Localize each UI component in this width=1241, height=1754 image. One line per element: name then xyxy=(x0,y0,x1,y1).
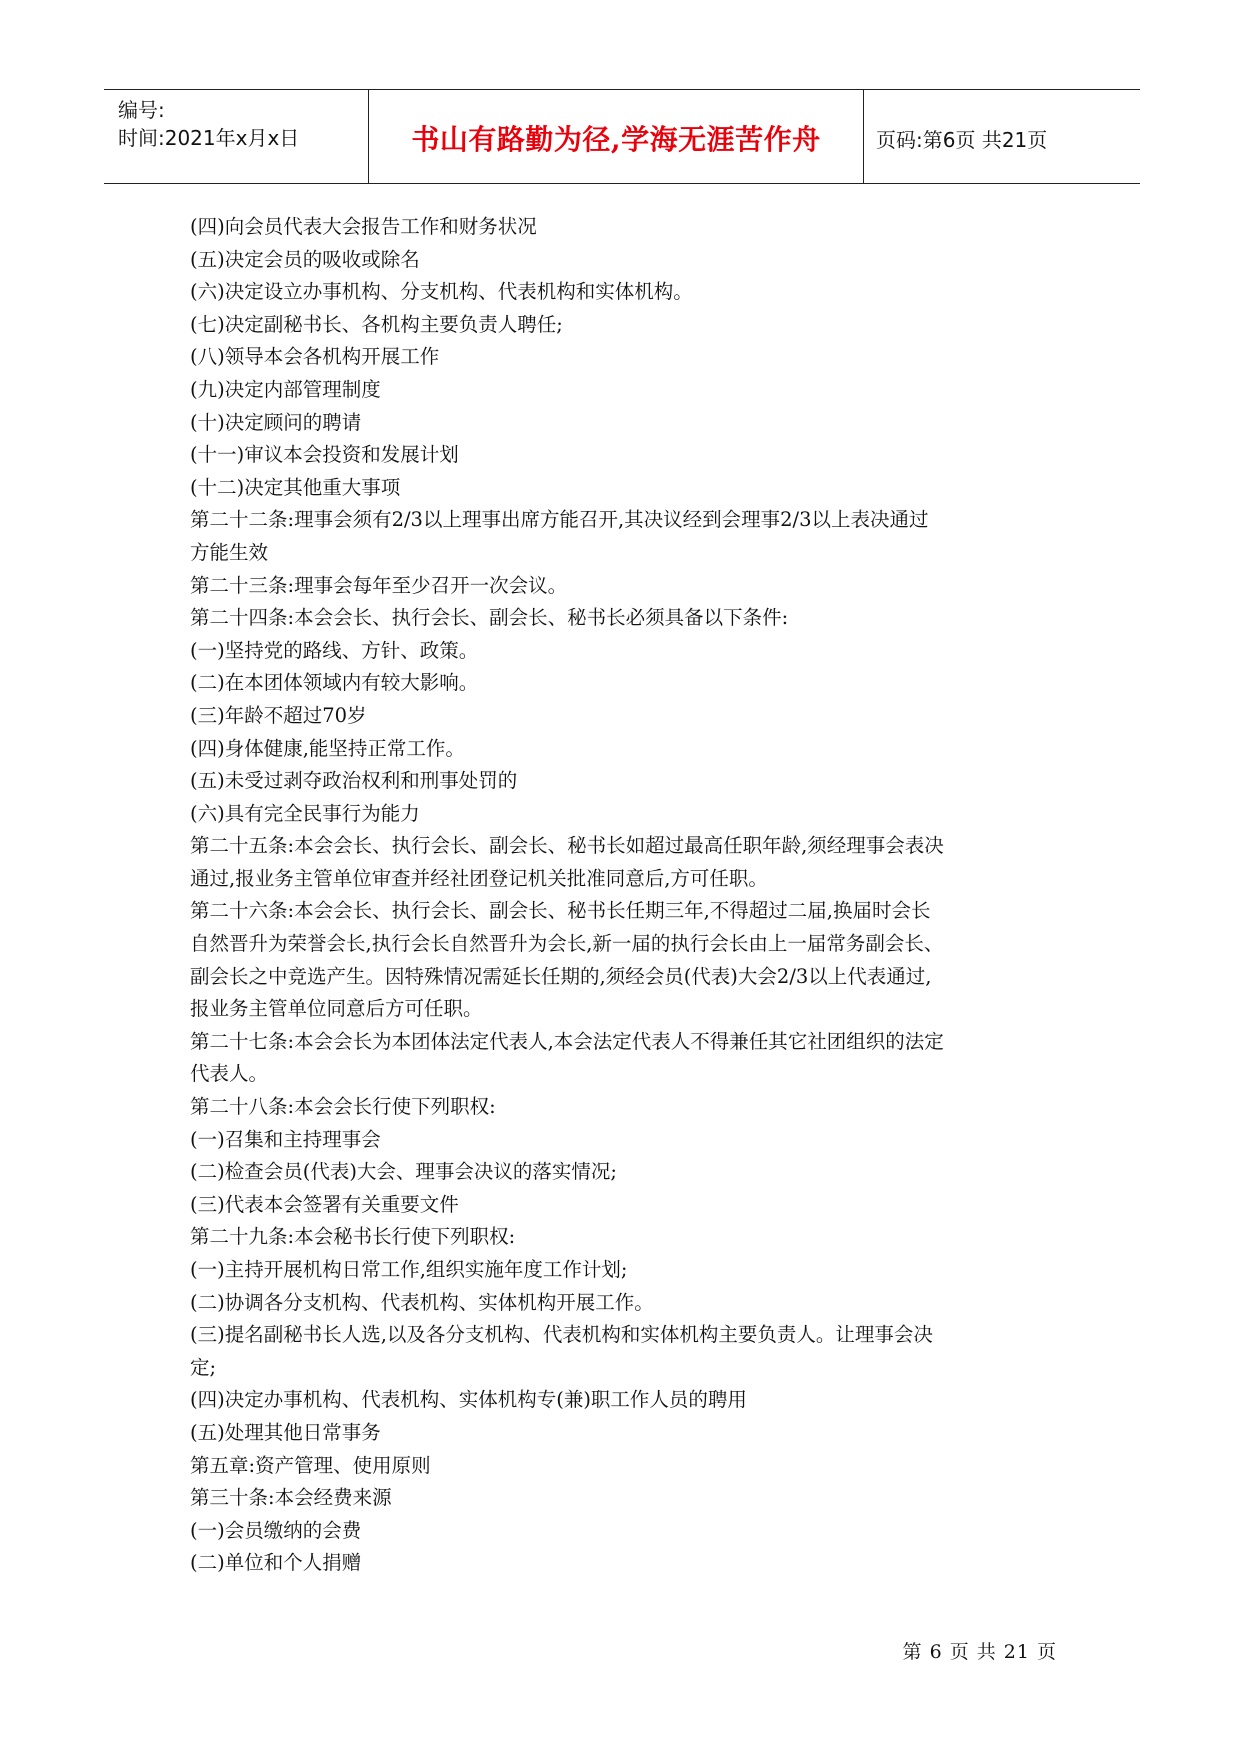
text-line: (一)主持开展机构日常工作,组织实施年度工作计划; xyxy=(190,1258,628,1281)
page-header xyxy=(104,89,1140,184)
text-line: 通过,报业务主管单位审查并经社团登记机关批准同意后,方可任职。 xyxy=(190,866,768,890)
header-right-cell xyxy=(862,90,1140,183)
text-line: (三)提名副秘书长人选,以及各分支机构、代表机构和实体机构主要负责人。让理事会决 xyxy=(190,1323,933,1347)
text-line: 方能生效 xyxy=(190,540,269,564)
header-middle-cell xyxy=(368,90,864,183)
text-line: (六)决定设立办事机构、分支机构、代表机构和实体机构。 xyxy=(190,280,693,304)
text-line: (十二)决定其他重大事项 xyxy=(190,475,401,499)
text-line: 报业务主管单位同意后方可任职。 xyxy=(190,997,483,1021)
text-line: (五)未受过剥夺政治权利和刑事处罚的 xyxy=(190,769,518,793)
text-line: (二)协调各分支机构、代表机构、实体机构开展工作。 xyxy=(190,1290,654,1314)
header-motto: 书山有路勤为径,学海无涯苦作舟 xyxy=(411,123,821,156)
text-line: 第二十九条:本会秘书长行使下列职权: xyxy=(190,1225,516,1249)
text-line: 自然晋升为荣誉会长,执行会长自然晋升为会长,新一届的执行会长由上一届常务副会长、 xyxy=(190,932,944,956)
text-line: 代表人。 xyxy=(190,1062,269,1086)
text-line: (二)检查会员(代表)大会、理事会决议的落实情况; xyxy=(190,1160,618,1184)
text-line: 第二十四条:本会会长、执行会长、副会长、秘书长必须具备以下条件: xyxy=(190,606,789,630)
document-time-label: 时间:2021年x月x日 xyxy=(118,126,300,150)
text-line: (一)坚持党的路线、方针、政策。 xyxy=(190,638,479,662)
text-line: (二)单位和个人捐赠 xyxy=(190,1551,362,1575)
document-body xyxy=(190,211,1060,1580)
text-line: 第二十七条:本会会长为本团体法定代表人,本会法定代表人不得兼任其它社团组织的法定 xyxy=(190,1029,944,1053)
text-line: (一)会员缴纳的会费 xyxy=(190,1518,362,1542)
text-line: 定; xyxy=(190,1355,217,1379)
text-line: (六)具有完全民事行为能力 xyxy=(190,801,420,825)
document-number-label: 编号: xyxy=(118,98,165,122)
text-line: 副会长之中竞选产生。因特殊情况需延长任期的,须经会员(代表)大会2/3以上代表通过, xyxy=(190,964,932,988)
text-line: (三)年龄不超过70岁 xyxy=(190,703,367,727)
text-line: (十)决定顾问的聘请 xyxy=(190,410,362,434)
text-line: (五)处理其他日常事务 xyxy=(190,1420,381,1444)
text-line: (四)向会员代表大会报告工作和财务状况 xyxy=(190,215,537,238)
text-line: 第三十条:本会经费来源 xyxy=(190,1486,392,1510)
text-line: (四)身体健康,能坚持正常工作。 xyxy=(190,736,465,760)
text-line: 第五章:资产管理、使用原则 xyxy=(190,1453,431,1477)
text-line: (七)决定副秘书长、各机构主要负责人聘任; xyxy=(190,312,563,336)
text-line: 第二十二条:理事会须有2/3以上理事出席方能召开,其决议经到会理事2/3以上表决通过 xyxy=(190,508,929,532)
footer-page-number: 第 6 页 共 21 页 xyxy=(902,1641,1057,1663)
text-line: 第二十六条:本会会长、执行会长、副会长、秘书长任期三年,不得超过二届,换届时会长 xyxy=(190,899,931,923)
text-line: (八)领导本会各机构开展工作 xyxy=(190,345,440,369)
text-line: (五)决定会员的吸收或除名 xyxy=(190,247,420,271)
text-line: (四)决定办事机构、代表机构、实体机构专(兼)职工作人员的聘用 xyxy=(190,1388,747,1412)
text-line: 第二十五条:本会会长、执行会长、副会长、秘书长如超过最高任职年龄,须经理事会表决 xyxy=(190,834,944,858)
header-page-number: 页码:第6页 共21页 xyxy=(876,128,1048,152)
text-line: (一)召集和主持理事会 xyxy=(190,1127,381,1151)
text-line: (十一)审议本会投资和发展计划 xyxy=(190,443,459,467)
text-line: (三)代表本会签署有关重要文件 xyxy=(190,1192,459,1216)
text-line: (九)决定内部管理制度 xyxy=(190,377,381,401)
text-line: (二)在本团体领域内有较大影响。 xyxy=(190,671,479,695)
header-left-cell xyxy=(104,90,368,183)
text-line: 第二十三条:理事会每年至少召开一次会议。 xyxy=(190,573,568,597)
text-line: 第二十八条:本会会长行使下列职权: xyxy=(190,1095,496,1119)
